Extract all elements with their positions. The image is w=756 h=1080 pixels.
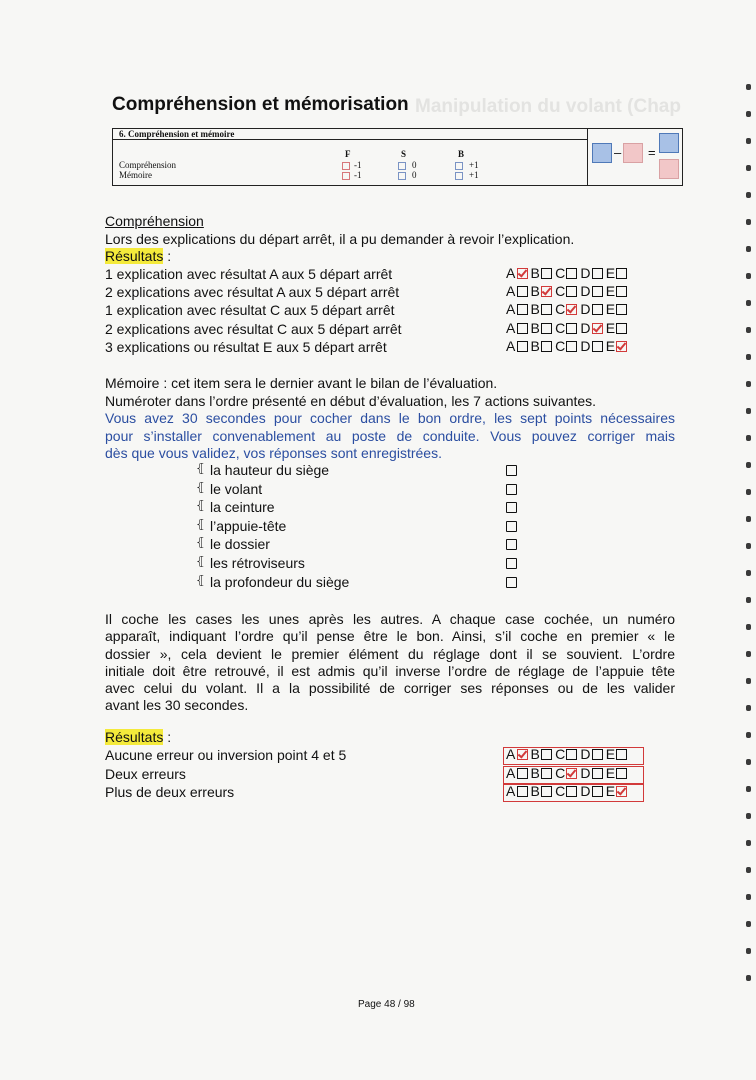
memoire-blue-line-3: dès que vous validez, vos réponses sont enregistrées. (105, 445, 442, 461)
memoire-blue-line-2: pour s’installer convenablement au poste de conduite. Vous pouvez corriger mais (105, 428, 675, 444)
grade-frame (503, 784, 644, 802)
action-checkbox[interactable] (506, 502, 517, 513)
score-checkbox-s[interactable] (398, 172, 406, 180)
page-number: Page 48 / 98 (358, 999, 415, 1010)
action-label: la ceinture (210, 499, 275, 516)
paragraph-line: avec celui du volant. Il a la possibilité de corriger ses réponses ou de les valider (105, 680, 675, 696)
binding-hole (746, 867, 751, 873)
ghost-heading: Manipulation du volant (Chap (415, 96, 681, 117)
grade-letter: E (605, 319, 616, 336)
grade-letter: B (530, 283, 541, 300)
grade-checkbox-b[interactable] (541, 323, 552, 334)
grade-checkbox-b[interactable] (541, 286, 552, 297)
score-box-pink (623, 143, 643, 163)
memoire-blue-line-1: Vous avez 30 secondes pour cocher dans le bon ordre, les sept points nécessaires (105, 410, 675, 426)
score-checkbox-f[interactable] (342, 162, 350, 170)
binding-hole (746, 219, 751, 225)
grade-checkbox-d[interactable] (592, 268, 603, 279)
binding-hole (746, 381, 751, 387)
binding-hole (746, 651, 751, 657)
action-label: les rétroviseurs (210, 555, 305, 571)
score-box-pink-result (659, 159, 679, 179)
binding-hole (746, 138, 751, 144)
grade-letter: A (506, 283, 516, 300)
grade-letter: C (555, 783, 566, 799)
binding-hole (746, 894, 751, 900)
grade-checkbox-b[interactable] (541, 304, 552, 315)
grade-letter: C (555, 319, 566, 336)
comprehension-heading: Compréhension (105, 213, 204, 229)
brace-icon: ⦃ (196, 461, 205, 475)
binding-hole (746, 759, 751, 765)
row-label-comprehension: Compréhension (119, 160, 176, 170)
action-checkbox[interactable] (506, 558, 517, 569)
grade-letter: C (555, 764, 566, 781)
grade-checkbox-b[interactable] (541, 268, 552, 279)
paragraph-line: initiale doit être retrouvé, il est admis qu’il inverse l’ordre de réglage de l’appuie tête (105, 663, 675, 679)
minus-sign: – (614, 145, 622, 160)
grade-options (506, 283, 630, 299)
grade-letter: D (580, 319, 591, 336)
grade-letter: B (530, 265, 541, 281)
binding-hole (746, 489, 751, 495)
action-label: la profondeur du siège (210, 573, 350, 590)
grade-letter: B (530, 764, 541, 781)
action-label: l’appuie-tête (210, 517, 287, 534)
grade-checkbox-e[interactable] (616, 341, 627, 352)
paragraph-line: dossier », cela devient le premier élément du réglage dont il se souvient. L’ordre (105, 646, 675, 662)
score-value: 0 (412, 160, 417, 170)
grade-options (506, 301, 630, 317)
grade-letter: D (580, 265, 591, 281)
binding-hole (746, 300, 751, 306)
brace-icon: ⦃ (196, 516, 205, 531)
score-value: +1 (469, 160, 479, 170)
grade-letter: B (530, 337, 541, 354)
grade-letter: D (580, 746, 591, 762)
binding-hole (746, 624, 751, 630)
grade-letter: B (530, 746, 541, 762)
result-text: Deux erreurs (105, 765, 186, 782)
binding-hole (746, 543, 751, 549)
action-checkbox[interactable] (506, 465, 517, 476)
score-grid (113, 129, 588, 185)
grade-letter: C (555, 337, 566, 354)
binding-hole (746, 192, 751, 198)
action-checkbox[interactable] (506, 577, 517, 588)
grade-letter: C (555, 265, 566, 281)
action-label: le volant (210, 480, 263, 497)
paragraph-line: avant les 30 secondes. (105, 697, 249, 713)
row-label-memoire: Mémoire (119, 170, 152, 180)
grade-letter: A (506, 265, 516, 281)
grade-letter: E (605, 265, 616, 281)
col-head-f: F (345, 149, 351, 159)
paragraph-line: Il coche les cases les unes après les autres. A chaque case cochée, un numéro (105, 611, 675, 627)
score-value: -1 (354, 160, 362, 170)
col-head-b: B (458, 149, 465, 159)
action-label: le dossier (210, 536, 270, 553)
result-text: 2 explications avec résultat A aux 5 départ arrêt (105, 284, 400, 301)
grade-letter: D (580, 337, 591, 354)
binding-hole (746, 462, 751, 468)
grade-checkbox-d[interactable] (592, 341, 603, 352)
memoire-instruction: Numéroter dans l’ordre présenté en début d’évaluation, les 7 actions suivantes. (105, 393, 597, 409)
grade-checkbox-d[interactable] (592, 304, 603, 315)
grade-letter: A (506, 319, 516, 336)
score-checkbox-b[interactable] (455, 172, 463, 180)
grade-checkbox-d[interactable] (592, 286, 603, 297)
binding-hole (746, 840, 751, 846)
binding-hole (746, 165, 751, 171)
equals-sign: = (648, 145, 656, 160)
binding-hole (746, 354, 751, 360)
grade-checkbox-a[interactable] (517, 286, 528, 297)
grade-checkbox-c[interactable] (566, 341, 577, 352)
binding-hole (746, 597, 751, 603)
result-text: Plus de deux erreurs (105, 784, 235, 800)
grade-checkbox-e[interactable] (616, 304, 627, 315)
grade-checkbox-c[interactable] (566, 268, 577, 279)
grade-checkbox-d[interactable] (592, 323, 603, 334)
result-text: 2 explications avec résultat C aux 5 départ arrêt (105, 320, 402, 337)
grade-letter: D (580, 283, 591, 300)
score-checkbox-f[interactable] (342, 172, 350, 180)
binding-hole (746, 84, 751, 90)
grade-checkbox-e[interactable] (616, 286, 627, 297)
binding-holes (746, 84, 754, 1002)
grade-letter: B (530, 319, 541, 336)
brace-icon: ⦃ (196, 535, 205, 550)
grade-letter: A (506, 746, 516, 762)
result-text: 3 explications ou résultat E aux 5 départ arrêt (105, 338, 387, 355)
grade-options (506, 338, 630, 354)
binding-hole (746, 408, 751, 414)
binding-hole (746, 678, 751, 684)
action-checkbox[interactable] (506, 484, 517, 495)
memoire-intro: Mémoire : cet item sera le dernier avant le bilan de l’évaluation. (105, 375, 498, 391)
grade-letter: B (530, 783, 541, 799)
binding-hole (746, 975, 751, 981)
grade-letter: D (580, 764, 591, 781)
col-head-s: S (401, 149, 407, 159)
memoire-results-label: Résultats : (105, 729, 172, 745)
binding-hole (746, 327, 751, 333)
grade-letter: D (580, 301, 591, 318)
grade-letter: E (605, 283, 616, 300)
grade-letter: B (530, 301, 541, 318)
grade-checkbox-b[interactable] (541, 341, 552, 352)
grade-checkbox-e[interactable] (616, 268, 627, 279)
binding-hole (746, 273, 751, 279)
binding-hole (746, 786, 751, 792)
grade-letter: E (605, 337, 616, 354)
action-label: la hauteur du siège (210, 462, 330, 478)
grade-checkbox-c[interactable] (566, 304, 577, 315)
grade-checkbox-e[interactable] (616, 323, 627, 334)
score-value: 0 (412, 170, 417, 180)
grade-frame (503, 747, 644, 765)
grade-checkbox-a[interactable] (517, 304, 528, 315)
brace-icon: ⦃ (196, 572, 205, 587)
score-checkbox-s[interactable] (398, 162, 406, 170)
score-box-blue (592, 143, 612, 163)
grade-checkbox-a[interactable] (517, 323, 528, 334)
binding-hole (746, 246, 751, 252)
result-text: Aucune erreur ou inversion point 4 et 5 (105, 747, 347, 763)
page-title: Compréhension et mémorisation (112, 94, 409, 115)
grade-letter: C (555, 301, 566, 318)
binding-hole (746, 111, 751, 117)
grade-letter: A (506, 783, 516, 799)
binding-hole (746, 516, 751, 522)
grade-options (506, 265, 630, 281)
action-checkbox[interactable] (506, 539, 517, 550)
grade-letter: E (605, 783, 616, 799)
grade-letter: A (506, 337, 516, 354)
grade-letter: E (605, 746, 616, 762)
binding-hole (746, 732, 751, 738)
score-value: -1 (354, 170, 362, 180)
binding-hole (746, 705, 751, 711)
score-checkbox-b[interactable] (455, 162, 463, 170)
grade-checkbox-c[interactable] (566, 286, 577, 297)
binding-hole (746, 948, 751, 954)
score-value: +1 (469, 170, 479, 180)
grade-options (506, 320, 630, 336)
comprehension-description: Lors des explications du départ arrêt, il a pu demander à revoir l’explication. (105, 231, 575, 247)
grade-letter: A (506, 301, 516, 318)
binding-hole (746, 570, 751, 576)
grade-letter: E (605, 764, 616, 781)
score-table (112, 128, 683, 186)
binding-hole (746, 435, 751, 441)
comprehension-results-label: Résultats : (105, 248, 172, 264)
grade-letter: A (506, 764, 516, 781)
score-box-blue-result (659, 133, 679, 153)
result-text: 1 explication avec résultat A aux 5 départ arrêt (105, 266, 393, 282)
grade-checkbox-a[interactable] (517, 341, 528, 352)
result-text: 1 explication avec résultat C aux 5 départ arrêt (105, 302, 395, 319)
action-checkbox[interactable] (506, 521, 517, 532)
grade-letter: E (605, 301, 616, 318)
grade-letter: C (555, 283, 566, 300)
paragraph-line: apparaît, indiquant l’ordre qu’il pense être le bon. Ainsi, s’il coche en premier « le (105, 628, 675, 644)
binding-hole (746, 921, 751, 927)
score-table-heading: 6. Compréhension et mémoire (119, 129, 235, 139)
binding-hole (746, 813, 751, 819)
grade-frame (503, 766, 644, 784)
grade-letter: C (555, 746, 566, 762)
brace-icon: ⦃ (196, 498, 205, 513)
brace-icon: ⦃ (196, 554, 205, 568)
brace-icon: ⦃ (196, 479, 205, 494)
grade-checkbox-a[interactable] (517, 268, 528, 279)
grade-checkbox-c[interactable] (566, 323, 577, 334)
grade-letter: D (580, 783, 591, 799)
